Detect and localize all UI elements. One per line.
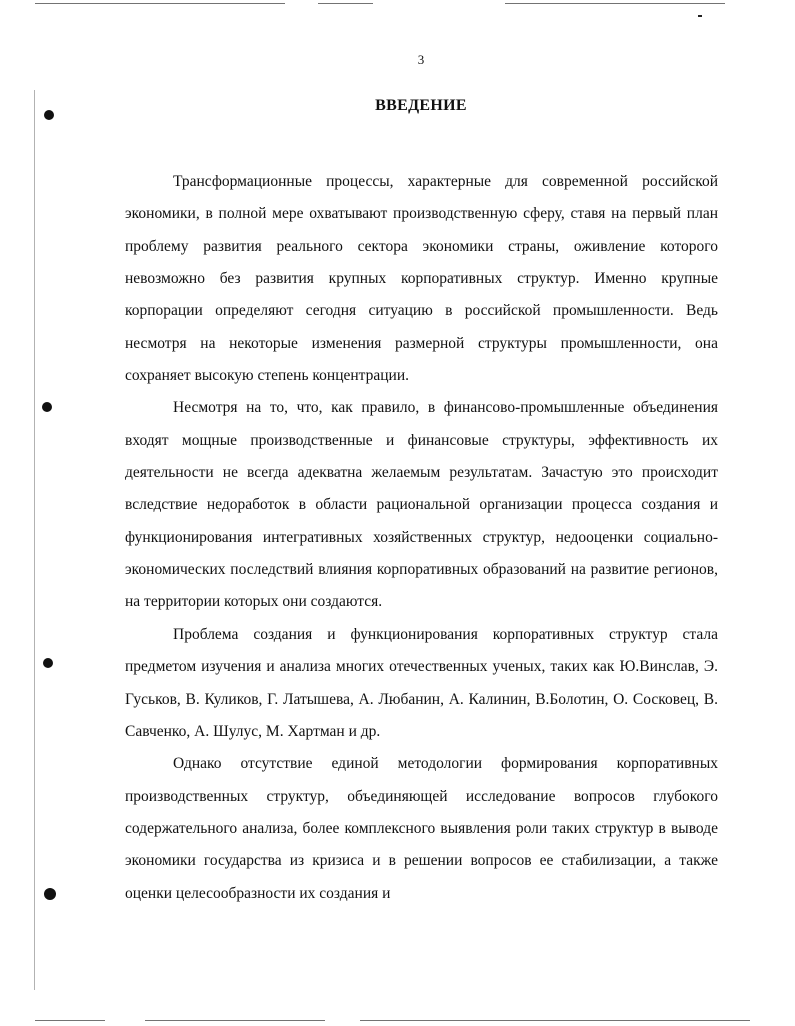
scan-edge-top-right — [505, 3, 725, 4]
scan-edge-bottom-right — [360, 1020, 750, 1021]
scan-edge-top-center — [318, 3, 373, 4]
punch-hole-mark-4 — [44, 888, 56, 900]
paragraph-4: Однако отсутствие единой методологии формирования корпоративных производственных структур, объединяющей исследование вопросов глубокого содержательного анализа, более комплексного выявления роли таких структур в выводе экономики государства из кризиса и в решении вопросов ее стабилизации, а также оценки целесообразности их создания и — [125, 755, 718, 902]
paragraph-1: Трансформационные процессы, характерные для современной российской экономики, в полной мере охватывают производственную сферу, ставя на первый план проблему развития реального сектора экономики страны, оживление которого невозможно без развития крупных корпоративных структур. Именно крупные корпорации определяют сегодня ситуацию в российской промышленности. Ведь несмотря на некоторые изменения размерной структуры промышленности, она сохраняет высокую степень концентрации. — [125, 173, 718, 385]
page-number: 3 — [417, 52, 425, 67]
scan-speck — [698, 15, 702, 17]
scan-edge-top-left — [35, 3, 285, 4]
paragraph-3: Проблема создания и функционирования корпоративных структур стала предметом изучения и анализа многих отечественных ученых, таких как Ю.Винслав, Э. Гуськов, В. Куликов, Г. Латышева, А. Любанин, А. Калинин, В.Болотин, О. Сосковец, В. Савченко, А. Шулус, М. Хартман и др. — [125, 625, 718, 740]
body-text — [125, 166, 718, 910]
margin-scan-line — [34, 90, 35, 990]
punch-hole-mark-3 — [43, 658, 53, 668]
punch-hole-mark-2 — [42, 402, 52, 412]
scan-edge-bottom-left — [35, 1020, 105, 1021]
paragraph-2: Несмотря на то, что, как правило, в финансово-промышленные объединения входят мощные производственные и финансовые структуры, эффективность их деятельности не всегда адекватна желаемым результатам. Зачастую это происходит вследствие недоработок в области рациональной организации процесса создания и функционирования интегративных хозяйственных структур, недооценки социально-экономических последствий влияния корпоративных образований на развитие регионов, на территории которых они создаются. — [125, 399, 718, 611]
scan-edge-bottom-mid — [145, 1020, 325, 1021]
section-heading: ВВЕДЕНИЕ — [375, 97, 467, 114]
